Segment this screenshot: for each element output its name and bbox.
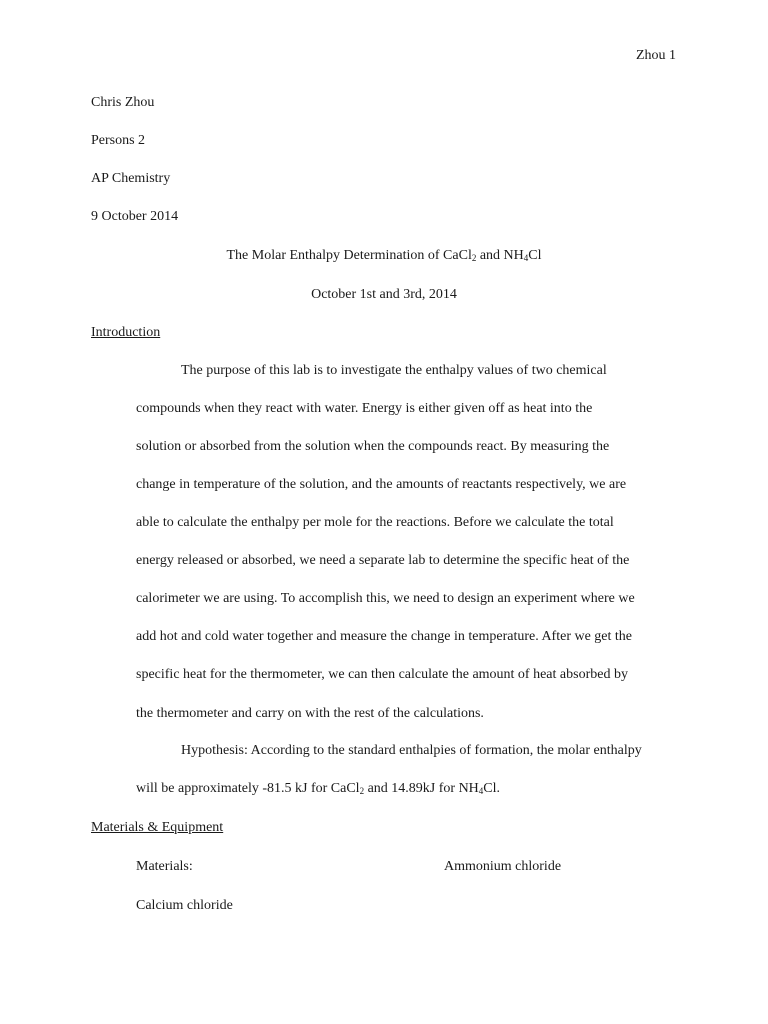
intro-paragraph-line: compounds when they react with water. Energy is either given off as heat into the xyxy=(136,401,593,416)
intro-paragraph-line: able to calculate the enthalpy per mole for the reactions. Before we calculate the total xyxy=(136,515,614,530)
hypothesis-line xyxy=(136,780,500,798)
intro-paragraph-line: the thermometer and carry on with the rest of the calculations. xyxy=(136,706,484,721)
title-subscript: 4 xyxy=(523,253,529,263)
title-text: Cl xyxy=(528,248,542,263)
intro-paragraph-line: change in temperature of the solution, and the amounts of reactants respectively, we are xyxy=(136,477,627,492)
hypothesis-subscript: 4 xyxy=(478,786,484,796)
introduction-heading: Introduction xyxy=(91,325,161,340)
hypothesis-text: and 14.89kJ for NH xyxy=(364,781,479,796)
intro-paragraph-line: calorimeter we are using. To accomplish this, we need to design an experiment where we xyxy=(136,591,635,606)
document-title xyxy=(0,247,768,265)
lab-dates: October 1st and 3rd, 2014 xyxy=(311,287,457,302)
document-date: 9 October 2014 xyxy=(91,209,179,224)
materials-label: Materials: xyxy=(136,859,193,874)
course-name: AP Chemistry xyxy=(91,171,171,186)
hypothesis-text: Cl. xyxy=(483,781,501,796)
author-name: Chris Zhou xyxy=(91,95,155,110)
title-subscript: 2 xyxy=(471,253,477,263)
intro-paragraph-line: add hot and cold water together and measure the change in temperature. After we get the xyxy=(136,629,633,644)
page-header-number: Zhou 1 xyxy=(635,48,676,63)
material-item: Ammonium chloride xyxy=(444,859,562,874)
intro-paragraph-line: energy released or absorbed, we need a separate lab to determine the specific heat of the xyxy=(136,553,630,568)
title-text: and NH xyxy=(476,248,524,263)
intro-paragraph-line: specific heat for the thermometer, we can then calculate the amount of heat absorbed by xyxy=(136,667,628,682)
material-item: Calcium chloride xyxy=(136,898,233,913)
materials-heading: Materials & Equipment xyxy=(91,820,224,835)
hypothesis-text: will be approximately -81.5 kJ for CaCl xyxy=(136,781,360,796)
teacher-name: Persons 2 xyxy=(91,133,146,148)
intro-paragraph-line: The purpose of this lab is to investigate the enthalpy values of two chemical xyxy=(181,363,607,378)
hypothesis-subscript: 2 xyxy=(359,786,365,796)
hypothesis-line: Hypothesis: According to the standard enthalpies of formation, the molar enthalpy xyxy=(181,743,642,758)
intro-paragraph-line: solution or absorbed from the solution when the compounds react. By measuring the xyxy=(136,439,610,454)
title-text: The Molar Enthalpy Determination of CaCl xyxy=(226,248,472,263)
